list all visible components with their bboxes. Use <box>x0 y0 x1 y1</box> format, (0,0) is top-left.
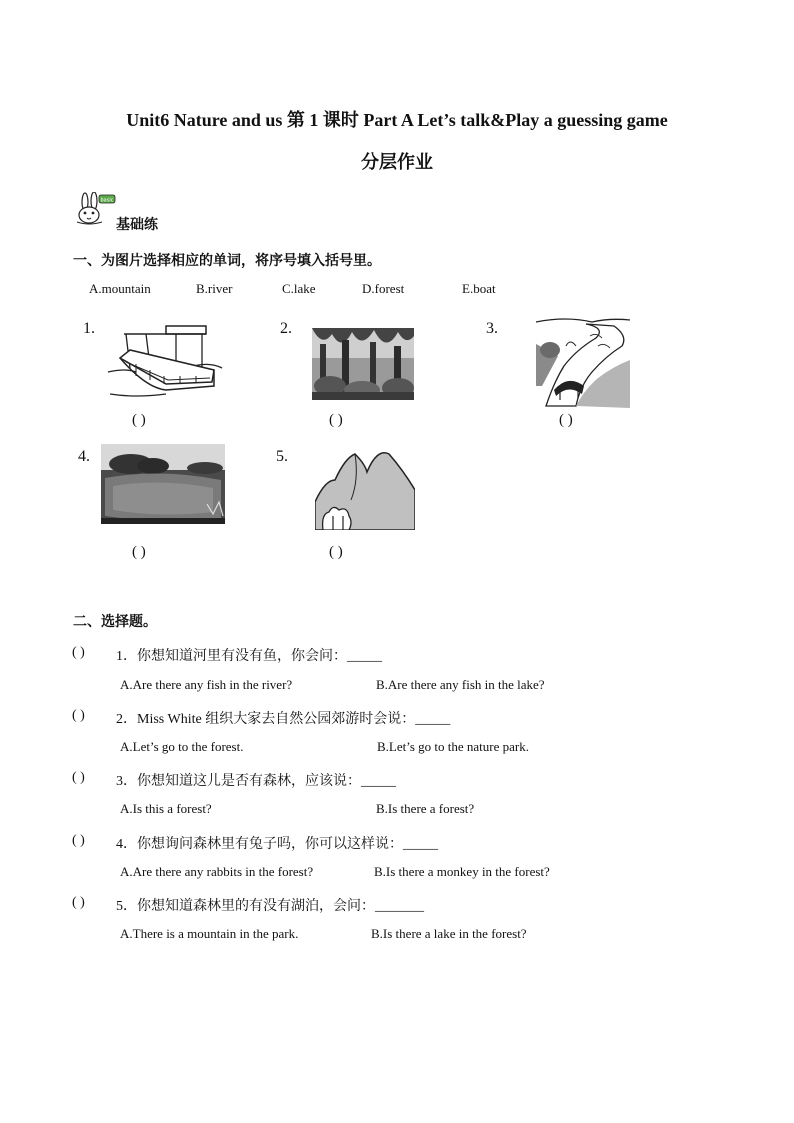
option-b: B.river <box>196 281 233 296</box>
question-paren-3[interactable]: ( ) <box>72 770 85 785</box>
question-1-option-a: A.Are there any fish in the river? <box>120 677 293 692</box>
question-1-option-b: B.Are there any fish in the lake? <box>376 677 545 692</box>
answer-blank-3[interactable]: ( ) <box>559 412 573 428</box>
option-d: D.forest <box>362 281 405 296</box>
question-paren-4[interactable]: ( ) <box>72 833 85 848</box>
part2-heading: 二、选择题。 <box>73 615 157 630</box>
answer-blank-1[interactable]: ( ) <box>132 412 146 428</box>
question-5-option-a: A.There is a mountain in the park. <box>120 926 299 941</box>
mountain-icon <box>315 450 415 530</box>
question-text-1: 1．你想知道河里有没有鱼，你会问：_____ <box>116 649 382 664</box>
item-number-2: 2. <box>280 320 292 337</box>
question-paren-5[interactable]: ( ) <box>72 895 85 910</box>
question-3-option-a: A.Is this a forest? <box>120 801 212 816</box>
boat-icon <box>106 324 224 402</box>
item-number-3: 3. <box>486 320 498 337</box>
part1-heading: 一、为图片选择相应的单词，将序号填入括号里。 <box>73 254 381 269</box>
item-number-5: 5. <box>276 448 288 465</box>
question-4-option-a: A.Are there any rabbits in the forest? <box>120 864 314 879</box>
question-paren-2[interactable]: ( ) <box>72 708 85 723</box>
item-number-4: 4. <box>78 448 90 465</box>
question-2-option-b: B.Let’s go to the nature park. <box>377 739 529 754</box>
item-number-1: 1. <box>83 320 95 337</box>
badge-text: basic <box>100 197 114 204</box>
answer-blank-2[interactable]: ( ) <box>329 412 343 428</box>
lake-icon <box>101 444 225 524</box>
section-label-basic: 基础练 <box>116 218 158 233</box>
question-2-option-a: A.Let’s go to the forest. <box>120 739 244 754</box>
page-title: Unit6 Nature and us 第 1 课时 Part A Let’s talk&Play a guessing game <box>126 110 668 130</box>
answer-blank-4[interactable]: ( ) <box>132 544 146 560</box>
question-text-4: 4．你想询问森林里有兔子吗，你可以这样说：_____ <box>116 837 438 852</box>
question-5-option-b: B.Is there a lake in the forest? <box>371 926 527 941</box>
page-subtitle: 分层作业 <box>361 152 433 172</box>
answer-blank-5[interactable]: ( ) <box>329 544 343 560</box>
river-icon <box>536 316 630 408</box>
forest-icon <box>312 328 414 400</box>
question-paren-1[interactable]: ( ) <box>72 645 85 660</box>
question-4-option-b: B.Is there a monkey in the forest? <box>374 864 550 879</box>
question-text-2: 2．Miss White 组织大家去自然公园郊游时会说：_____ <box>116 712 451 727</box>
question-text-5: 5．你想知道森林里的有没有湖泊，会问：_______ <box>116 899 424 914</box>
question-3-option-b: B.Is there a forest? <box>376 801 475 816</box>
option-e: E.boat <box>462 281 496 296</box>
question-text-3: 3．你想知道这儿是否有森林，应该说：_____ <box>116 774 396 789</box>
option-a: A.mountain <box>89 281 151 296</box>
option-c: C.lake <box>282 281 316 296</box>
bunny-icon <box>72 192 118 226</box>
